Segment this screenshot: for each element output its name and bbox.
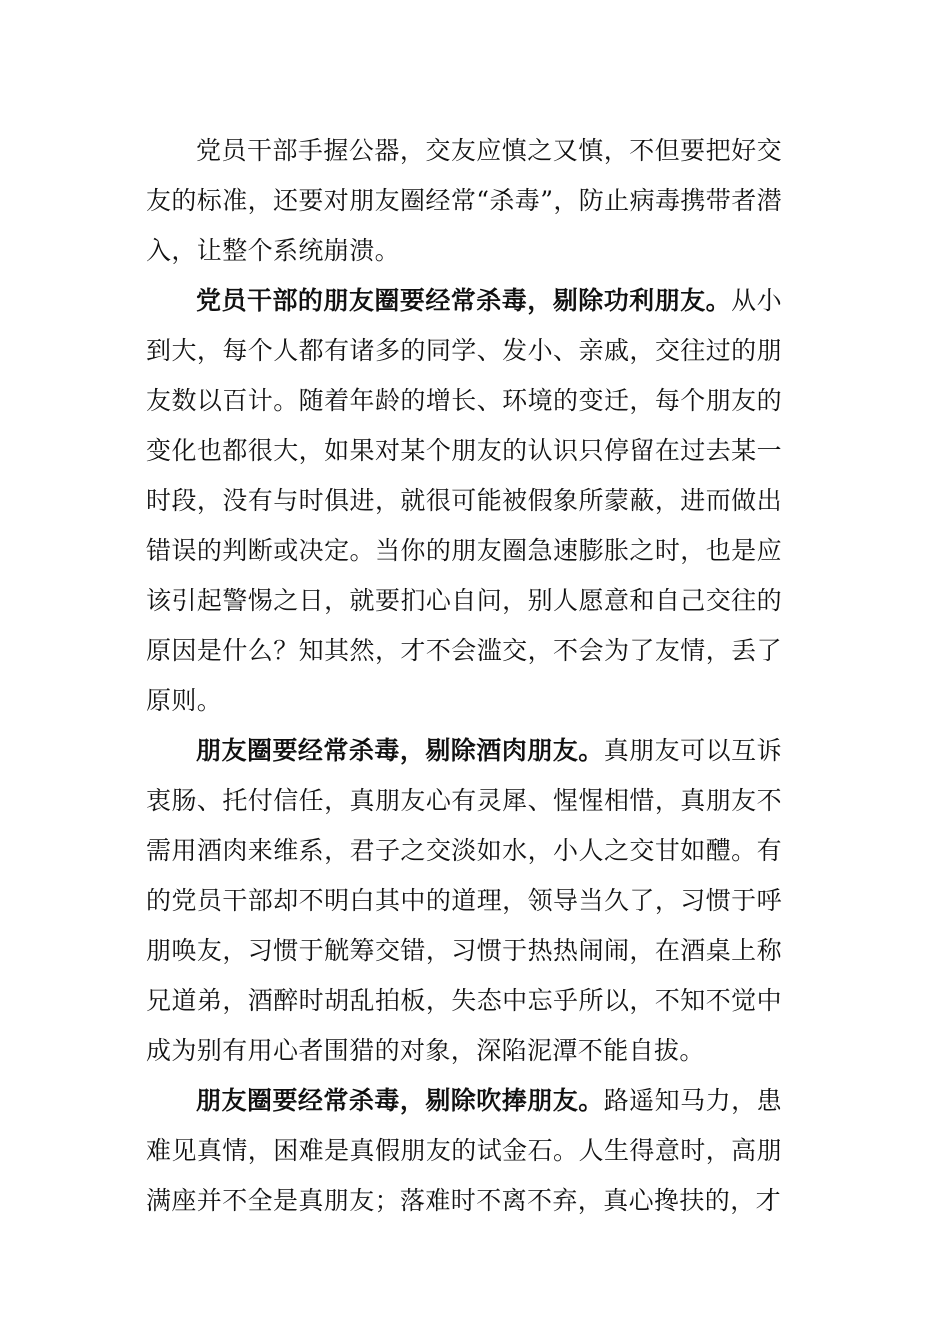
paragraph-lead: 朋友圈要经常杀毒，剔除酒肉朋友。 (196, 736, 604, 765)
paragraph-text: 真朋友可以互诉衷肠、托付信任，真朋友心有灵犀、惺惺相惜，真朋友不需用酒肉来维系，君子之交淡如水，小人之交甘如醴。有的党员干部却不明白其中的道理，领导当久了，习惯于呼朋唤友，习惯于觥筹交错，习惯于热热闹闹，在酒桌上称兄道弟，酒醉时胡乱拍板，失态中忘乎所以，不知不觉中成为别有用心者围猎的对象，深陷泥潭不能自拔。 (146, 736, 782, 1065)
paragraph-lead: 朋友圈要经常杀毒，剔除吹捧朋友。 (196, 1086, 604, 1115)
paragraph-intro (146, 126, 782, 276)
paragraph-text: 从小到大，每个人都有诸多的同学、发小、亲戚，交往过的朋友数以百计。随着年龄的增长、环境的变迁，每个朋友的变化也都很大，如果对某个朋友的认识只停留在过去某一时段，没有与时俱进，就很可能被假象所蒙蔽，进而做出错误的判断或决定。当你的朋友圈急速膨胀之时，也是应该引起警惕之日，就要扪心自问，别人愿意和自己交往的原因是什么？知其然，才不会滥交，不会为了友情，丢了原则。 (146, 286, 782, 715)
document-body (146, 126, 782, 1226)
paragraph-utilitarian-friends (146, 276, 782, 726)
paragraph-flattering-friends (146, 1076, 782, 1226)
paragraph-lead: 党员干部的朋友圈要经常杀毒，剔除功利朋友。 (196, 286, 732, 315)
paragraph-wine-meat-friends (146, 726, 782, 1076)
paragraph-text: 路遥知马力，患难见真情，困难是真假朋友的试金石。人生得意时，高朋满座并不全是真朋友；落难时不离不弃，真心搀扶的，才 (146, 1086, 782, 1215)
paragraph-text: 党员干部手握公器，交友应慎之又慎，不但要把好交友的标准，还要对朋友圈经常“杀毒”，防止病毒携带者潜入，让整个系统崩溃。 (146, 136, 782, 265)
